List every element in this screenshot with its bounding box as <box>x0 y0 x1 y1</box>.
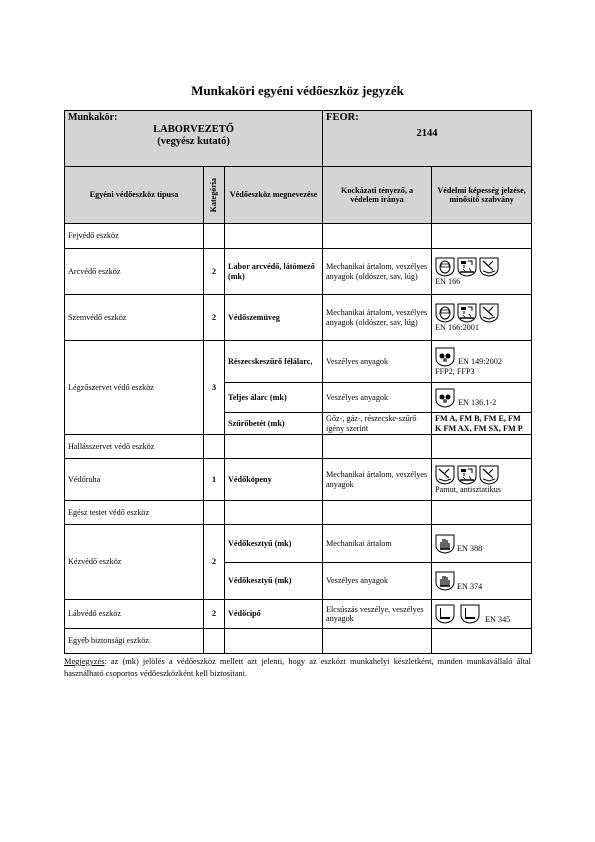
hazard-mechanical-icon <box>479 257 499 277</box>
standard-text: EN 166:2001 <box>435 322 479 332</box>
job-name: LABORVEZETŐ <box>153 123 234 135</box>
type-cell: Arcvédő eszköz <box>65 249 204 295</box>
hazard-chemical-icon <box>457 303 477 323</box>
name-cell: Védőcipő <box>225 600 323 629</box>
respirator-icon <box>435 388 455 408</box>
standard-text: EN 166 <box>435 276 461 286</box>
table-row <box>65 629 532 654</box>
risk-cell: Mechanikai ártalom, veszélyes anyagok (oldószer, sav, lúg) <box>323 249 432 295</box>
name-cell: Labor arcvédő, látómező (mk) <box>225 249 323 295</box>
page-title: Munkaköri egyéni védőeszköz jegyzék <box>191 83 404 98</box>
footnote-label: Megjegyzés <box>64 657 105 666</box>
table-row <box>65 341 532 383</box>
ppe-table <box>64 110 532 654</box>
standard-cell <box>432 341 532 383</box>
standard-cell <box>432 600 532 629</box>
standard-cell <box>432 525 532 563</box>
category-cell: 2 <box>204 525 225 600</box>
type-cell: Lábvédő eszköz <box>65 600 204 629</box>
face-shield-icon <box>435 257 455 277</box>
hazard-mechanical-icon <box>479 465 499 485</box>
type-cell: Légzőszervet védő eszköz <box>65 341 204 435</box>
type-cell: Védőruha <box>65 459 204 501</box>
standard-cell <box>432 459 532 501</box>
name-cell: Védőszemüveg <box>225 295 323 341</box>
hazard-mechanical-icon <box>435 465 455 485</box>
risk-cell: Mechanikai ártalom <box>323 525 432 563</box>
standard-text: FM A, FM B, FM E, FM K FM AX, FM SX, FM P <box>432 413 532 435</box>
footnote-text: : az (mk) jelölés a védőeszköz mellett azt jelenti, hogy az eszközt munkahelyi készletként, minden munkavállaló által használható csoportos védőeszközként kell biztosítani. <box>64 657 531 679</box>
col-category-cell <box>204 167 225 224</box>
category-cell: 3 <box>204 341 225 435</box>
type-cell: Egyéb biztonsági eszköz <box>65 629 204 654</box>
type-cell: Kézvédő eszköz <box>65 525 204 600</box>
job-subtitle: (vegyész kutató) <box>157 135 230 147</box>
category-cell: 1 <box>204 459 225 501</box>
category-cell: 2 <box>204 249 225 295</box>
name-cell: Védőkesztyű (mk) <box>225 525 323 563</box>
name-cell: Védőkesztyű (mk) <box>225 563 323 600</box>
boot-icon <box>457 604 483 624</box>
hazard-chemical-icon <box>457 465 477 485</box>
col-category: Kategória <box>209 177 219 213</box>
col-risk: Kockázati tényező, a védelem iránya <box>323 167 432 224</box>
col-standard: Védelmi képesség jelzése, minősítő szabvány <box>432 167 532 224</box>
category-cell: 2 <box>204 600 225 629</box>
glove-icon <box>435 534 455 554</box>
job-label: Munkakör: <box>68 112 118 123</box>
name-cell: Teljes álarc (mk) <box>225 383 323 413</box>
table-row <box>65 249 532 295</box>
table-row <box>65 295 532 341</box>
type-cell: Egész testet védő eszköz <box>65 501 204 525</box>
risk-cell: Mechanikai ártalom, veszélyes anyagok <box>323 459 432 501</box>
standard-text: EN 136.1-2 <box>458 398 497 408</box>
col-name: Védőeszköz megnevezése <box>225 167 323 224</box>
face-shield-icon <box>435 303 455 323</box>
type-cell: Szemvédő eszköz <box>65 295 204 341</box>
risk-cell: Veszélyes anyagok <box>323 383 432 413</box>
table-row <box>65 435 532 459</box>
table-row <box>65 501 532 525</box>
feor-value: 2144 <box>416 128 438 140</box>
risk-cell: Gőz-, gáz-, részecske-szűrő igény szerint <box>323 413 432 435</box>
table-row <box>65 224 532 249</box>
name-cell: Védőköpeny <box>225 459 323 501</box>
standard-text: EN 149:2002 <box>458 357 502 367</box>
boot-icon <box>435 604 455 624</box>
job-cell <box>65 111 323 167</box>
risk-cell: Elcsúszás veszélye, veszélyes anyagok <box>323 600 432 629</box>
hazard-chemical-icon <box>457 257 477 277</box>
job-header-row <box>65 111 532 167</box>
standard-text: EN 388 <box>457 544 483 554</box>
standard-cell <box>432 383 532 413</box>
type-cell: Fejvédő eszköz <box>65 224 204 249</box>
footnote <box>64 656 531 680</box>
standard-class: FFP2, FFP3 <box>435 366 475 376</box>
table-row <box>65 525 532 563</box>
standard-cell <box>432 295 532 341</box>
standard-cell <box>432 249 532 295</box>
col-type: Egyéni védőeszköz típusa <box>65 167 204 224</box>
column-header-row <box>65 167 532 224</box>
standard-cell <box>432 563 532 600</box>
feor-cell <box>323 111 532 167</box>
category-cell: 2 <box>204 295 225 341</box>
name-cell: Részecskeszűrő félálarc, <box>225 341 323 383</box>
hazard-mechanical-icon <box>479 303 499 323</box>
name-cell: Szűrőbetét (mk) <box>225 413 323 435</box>
standard-text: Pamut, antisztatikus <box>435 484 501 494</box>
standard-text: EN 374 <box>457 581 483 591</box>
feor-label: FEOR: <box>326 112 359 123</box>
type-cell: Hallásszervet védő eszköz <box>65 435 204 459</box>
standard-text: EN 345 <box>485 614 511 624</box>
risk-cell: Veszélyes anyagok <box>323 341 432 383</box>
table-row <box>65 600 532 629</box>
glove-icon <box>435 571 455 591</box>
table-row <box>65 459 532 501</box>
respirator-icon <box>435 347 455 367</box>
risk-cell: Veszélyes anyagok <box>323 563 432 600</box>
risk-cell: Mechanikai ártalom, veszélyes anyagok (oldószer, sav, lúg) <box>323 295 432 341</box>
